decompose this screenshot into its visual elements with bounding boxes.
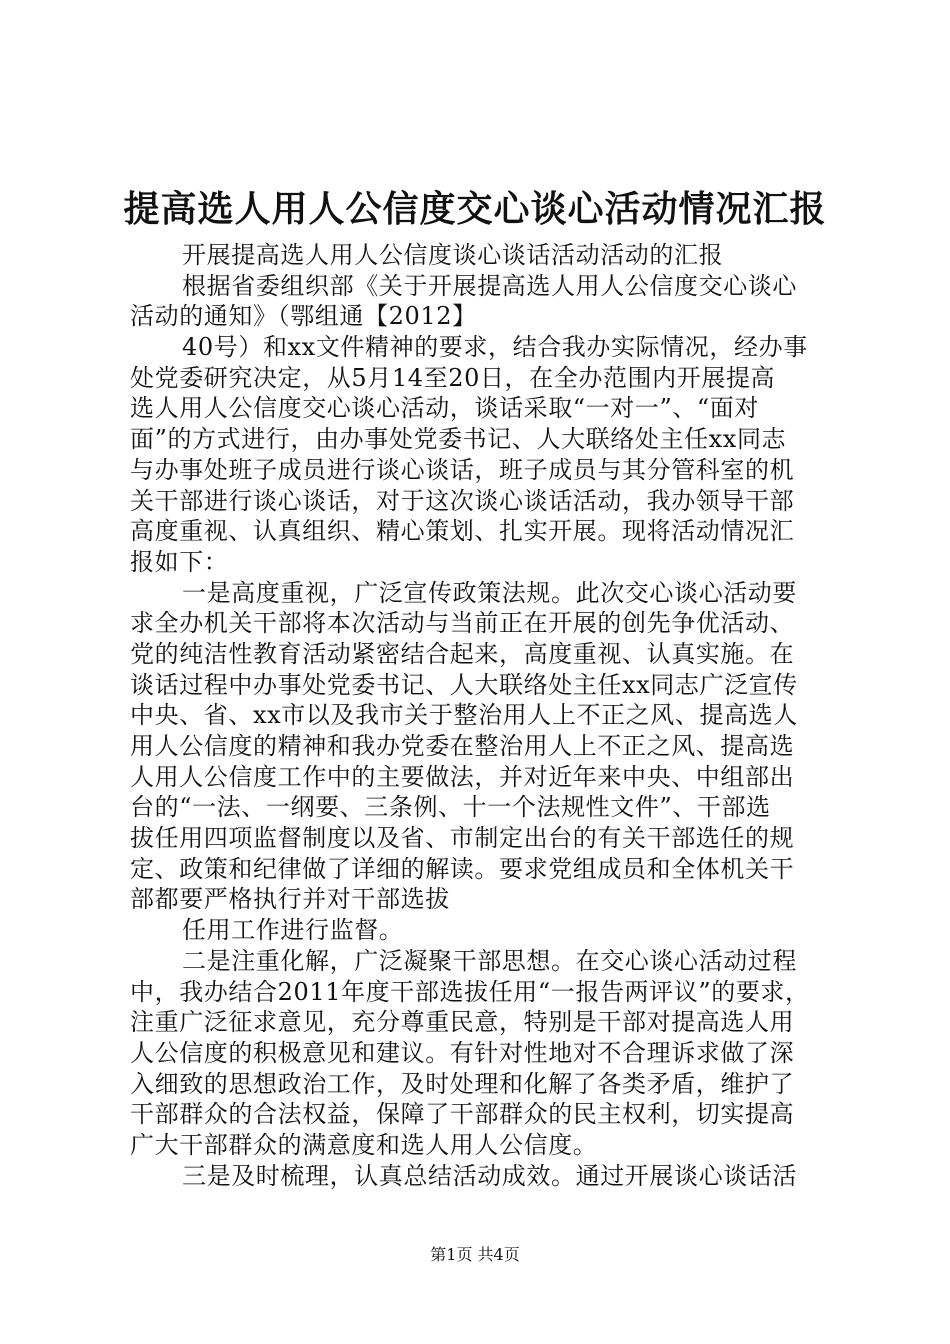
text-line: 求全办机关干部将本次活动与当前正在开展的创先争优活动、 <box>130 609 795 638</box>
text-line: 谈话过程中办事处党委书记、人大联络处主任xx同志广泛宣传 <box>130 670 798 699</box>
text-line: 用人公信度的精神和我办党委在整治用人上不正之风、提高选 <box>130 732 795 760</box>
text-line: 三是及时梳理，认真总结活动成效。通过开展谈心谈话活 <box>182 1161 797 1190</box>
text-line: 二是注重化解，广泛凝聚干部思想。在交心谈心活动过程 <box>182 946 797 975</box>
text-line: 入细致的思想政治工作，及时处理和化解了各类矛盾，维护了 <box>130 1069 795 1098</box>
text-line: 人公信度的积极意见和建议。有针对性地对不合理诉求做了深 <box>130 1038 795 1067</box>
text-line: 面”的方式进行，由办事处党委书记、人大联络处主任xx同志 <box>130 425 787 454</box>
text-line: 拔任用四项监督制度以及省、市制定出台的有关干部选任的规 <box>130 824 795 853</box>
text-line: 人用人公信度工作中的主要做法，并对近年来中央、中组部出 <box>130 762 795 791</box>
text-line: 党的纯洁性教育活动紧密结合起来，高度重视、认真实施。在 <box>130 639 795 668</box>
text-line: 选人用人公信度交心谈心活动，谈话采取“一对一”、“面对 <box>130 394 760 423</box>
text-line: 开展提高选人用人公信度谈心谈话活动活动的汇报 <box>182 241 724 269</box>
text-line: 与办事处班子成员进行谈心谈话，班子成员与其分管科室的机 <box>130 455 795 484</box>
text-line: 注重广泛征求意见，充分尊重民意，特别是干部对提高选人用 <box>130 1008 795 1037</box>
text-line: 任用工作进行监督。 <box>182 916 404 945</box>
text-line: 报如下： <box>130 547 229 576</box>
text-line: 活动的通知》（鄂组通【2012】 <box>130 302 477 331</box>
text-line: 40号）和xx文件精神的要求，结合我办实际情况，经办事 <box>182 333 808 362</box>
text-line: 定、政策和纪律做了详细的解读。要求党组成员和全体机关干 <box>130 854 795 883</box>
text-line: 高度重视、认真组织、精心策划、扎实开展。现将活动情况汇 <box>130 517 795 546</box>
text-line: 关干部进行谈心谈话，对于这次谈心谈话活动，我办领导干部 <box>130 486 795 515</box>
text-line: 干部群众的合法权益，保障了干部群众的民主权利，切实提高 <box>130 1100 795 1129</box>
text-line: 根据省委组织部《关于开展提高选人用人公信度交心谈心 <box>182 271 797 300</box>
text-line: 广大干部群众的满意度和选人用人公信度。 <box>130 1130 598 1159</box>
text-line: 一是高度重视，广泛宣传政策法规。此次交心谈心活动要 <box>182 578 797 607</box>
text-line: 处党委研究决定，从5月14至20日，在全办范围内开展提高 <box>130 363 776 392</box>
text-line: 部都要严格执行并对干部选拔 <box>130 885 450 914</box>
text-line: 中，我办结合2011年度干部选拔任用“一报告两评议”的要求， <box>130 977 810 1006</box>
document-title: 提高选人用人公信度交心谈心活动情况汇报 <box>123 188 827 230</box>
text-line: 台的“一法、一纲要、三条例、十一个法规性文件”、干部选 <box>130 793 771 822</box>
document-body <box>130 240 830 1191</box>
text-line: 中央、省、xx市以及我市关于整治用人上不正之风、提高选人 <box>130 701 798 730</box>
page-footer: 第1页 共4页 <box>430 1245 520 1264</box>
